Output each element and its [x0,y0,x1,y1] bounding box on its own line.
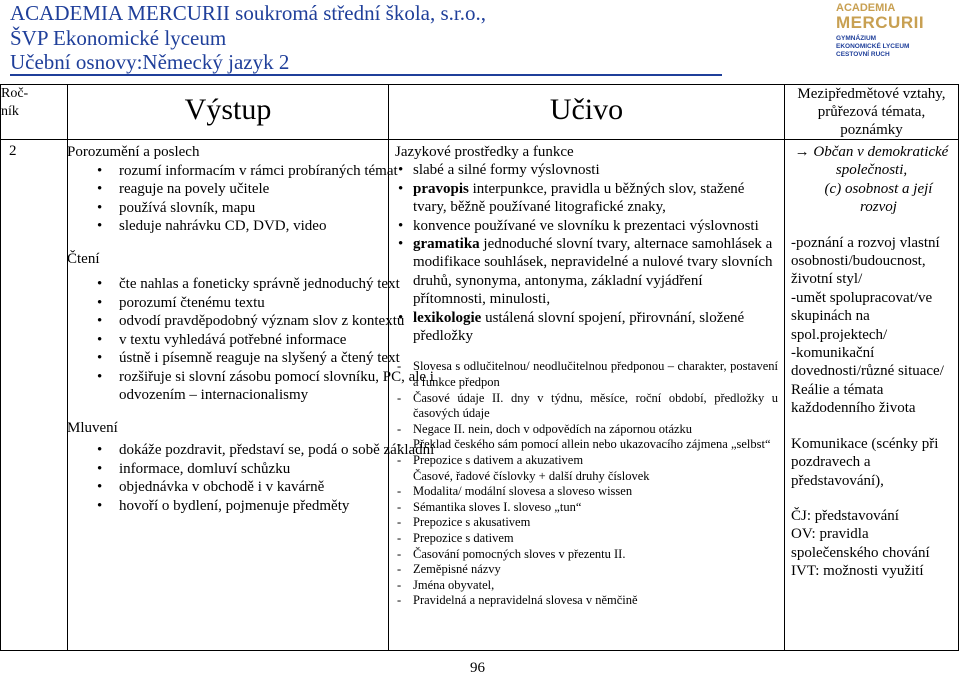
list-item: - Překlad českého sám pomocí allein nebo ukazovacího zájmena „selbst“ [395,437,778,453]
list-item: • rozumí informacím v rámci probíraných témat [67,162,447,181]
list-item: - Modalita/ modální slovesa a sloveso wissen [395,484,778,500]
list-item: • porozumí čtenému textu [67,294,447,313]
output-cell [68,140,389,651]
meta-line: -umět spolupracovat/ve skupinách na spol.projektech/ [791,289,933,343]
content-cell [389,140,785,651]
header-output: Výstup [68,85,389,140]
list-item: • používá slovník, mapu [67,199,447,218]
list-item: • rozšiřuje si slovní zásobu pomocí slovníku, PC, ale i odvozením – internacionalismy [67,368,447,405]
list-item [395,235,778,309]
list-item: • objednávka v obchodě i v kavárně [67,478,447,497]
meta-line: -poznání a rozvoj vlastní osobnosti/budoucnost, životní styl/ [791,234,940,288]
list-item: - Pravidelná a nepravidelná slovesa v němčině [395,593,778,609]
year-cell [1,140,435,651]
content-dash-list [395,359,778,609]
header-underline [10,74,722,76]
item-bold-label: pravopis [413,180,469,197]
item-bold-label: lexikologie [413,309,482,326]
content-list [395,161,778,345]
content-title: Jazykové prostředky a funkce [395,144,574,160]
list-item: • sleduje nahrávku CD, DVD, video [67,217,447,236]
header-line-3: Učební osnovy:Německý jazyk 2 [10,50,290,74]
section-title-listening: Porozumění a poslech [67,144,200,160]
list-item: • reaguje na povely učitele [67,180,447,199]
header-year-label: Roč- ník [1,86,29,119]
list-item [395,309,778,346]
page-number: 96 [470,660,485,676]
list-item [395,217,778,235]
meta-sub-item: (c) osobnost a její rozvoj [824,180,933,216]
list-item: • čte nahlas a foneticky správně jednoduchý text [67,275,447,294]
list-item: - Slovesa s odlučitelnou/ neodlučitelnou předponou – charakter, postavení a funkce předpon [395,359,778,390]
list-item: - Časové údaje II. dny v týdnu, měsíce, roční období, předložky u časových údaje [395,391,778,422]
list-item: - Prepozice s dativem [395,531,778,547]
list-item: - Prepozice s akusativem [395,515,778,531]
meta-ref: OV: pravidla společenského chování [791,526,930,561]
meta-block [785,140,958,581]
list-item: - Jména obyvatel, [395,578,778,594]
year-value: 2 [9,143,17,159]
meta-line: Reálie a témata každodenního života [791,381,916,417]
meta-arrow-item: → Občan v demokratické společnosti, [794,144,949,179]
list-item: - Negace II. nein, doch v odpovědích na zápornou otázku [395,422,778,438]
header-content: Učivo [389,85,785,140]
header-meta: Mezipředmětové vztahy, průřezová témata, poznámky [785,85,959,140]
list-item: - Časování pomocných sloves v přezentu II. [395,547,778,563]
list-item [395,161,778,179]
school-logo [836,2,956,74]
logo-subtitle [836,35,956,59]
meta-ref: ČJ: představování [791,507,899,524]
list-item: • v textu vyhledává potřebné informace [67,331,447,350]
logo-sub-3: CESTOVNÍ RUCH [836,51,890,58]
logo-sub-1: GYMNÁZIUM [836,35,877,42]
header-year [1,85,68,140]
logo-sub-2: EKONOMICKÉ LYCEUM [836,43,910,50]
list-item: • hovoří o bydlení, pojmenuje předměty [67,497,447,516]
list-item [395,180,778,217]
list-item: - Sémantika sloves I. sloveso „tun“ [395,500,778,516]
list-item: • ústně i písemně reaguje na slyšený a čtený text [67,349,447,368]
meta-cell [785,140,959,651]
item-text: jednoduché slovní tvary, alternace samohlásek a modifikace souhlásek, nepravidelné a nulové tvary slovních druhů, synonyma, antonyma, základní vyjádření přítomnosti, minulosti, [413,236,773,308]
list-item: - Prepozice s dativem a akuzativem Časové, řadové číslovky + další druhy číslovek [395,453,778,484]
logo-main-text: MERCURII [836,13,925,32]
header-line-2: ŠVP Ekonomické lyceum [10,26,227,50]
list-item: • odvodí pravděpodobný význam slov z kontextu [67,312,447,331]
item-text: interpunkce, pravidla u běžných slov, stažené tvary, běžně používané litografické znaky, [413,180,745,216]
content-block [389,140,784,609]
header-line-1: ACADEMIA MERCURII soukromá střední škola, s.r.o., [10,1,486,25]
list-item: • dokáže pozdravit, představí se, podá o sobě základní [67,441,447,460]
curriculum-table [0,84,959,651]
logo-top-text: ACADEMIA [836,2,896,14]
list-item: • informace, domluví schůzku [67,460,447,479]
item-bold-label: gramatika [413,236,480,253]
list-item: - Zeměpisné názvy [395,562,778,578]
item-text: konvence používané ve slovníku k prezentaci výslovnosti [413,217,759,234]
item-text: slabé a silné formy výslovnosti [413,162,600,179]
meta-line: -komunikační dovednosti/různé situace/ [791,345,944,380]
section-title-speaking: Mluvení [67,419,118,436]
meta-ref: IVT: možnosti využití [791,563,924,580]
item-text: ustálená slovní spojení, přirovnání, složené předložky [413,309,745,345]
meta-extra: Komunikace (scénky při pozdravech a představování), [791,435,939,489]
section-title-reading: Čtení [67,250,100,267]
